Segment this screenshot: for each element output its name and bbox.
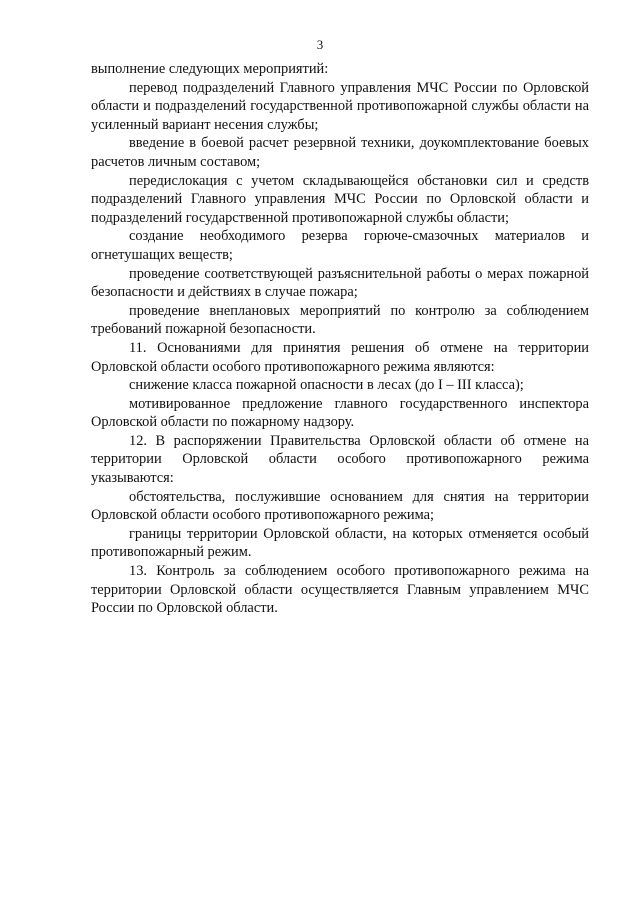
list-item: проведение соответствующей разъяснительной работы о мерах пожарной безопасности и действиях в случае пожара; bbox=[91, 265, 589, 301]
list-item: границы территории Орловской области, на которых отменяется особый противопожарный режим. bbox=[91, 525, 589, 561]
clause-13: 13. Контроль за соблюдением особого противопожарного режима на территории Орловской области осуществляется Главным управлением МЧС России по Орловской области. bbox=[91, 563, 589, 617]
list-item: обстоятельства, послужившие основанием для снятия на территории Орловской области особого противопожарного режима; bbox=[91, 488, 589, 524]
list-item: передислокация с учетом складывающейся обстановки сил и средств подразделений Главного управления МЧС России по Орловской области и подразделений государственной противопожарной службы области; bbox=[91, 172, 589, 226]
clause-12: 12. В распоряжении Правительства Орловской области об отмене на территории Орловской области особого противопожарного режима указываются: bbox=[91, 432, 589, 487]
clause-11: 11. Основаниями для принятия решения об отмене на территории Орловской области особого противопожарного режима являются: bbox=[91, 339, 589, 375]
list-item: снижение класса пожарной опасности в лесах (до I – III класса); bbox=[129, 377, 524, 394]
list-item: введение в боевой расчет резервной техники, доукомплектование боевых расчетов личным составом; bbox=[91, 135, 589, 170]
list-item: мотивированное предложение главного государственного инспектора Орловской области по пожарному надзору. bbox=[91, 395, 589, 431]
list-item: проведение внеплановых мероприятий по контролю за соблюдением требований пожарной безопасности. bbox=[91, 302, 589, 338]
document-body bbox=[91, 60, 589, 618]
page-number: 3 bbox=[316, 37, 324, 52]
list-item: перевод подразделений Главного управления МЧС России по Орловской области и подразделений государственной противопожарной службы области на усиленный вариант несения службы; bbox=[91, 79, 589, 133]
paragraph-intro: выполнение следующих мероприятий: bbox=[91, 61, 329, 77]
list-item: создание необходимого резерва горюче-смазочных материалов и огнетушащих веществ; bbox=[91, 228, 589, 263]
